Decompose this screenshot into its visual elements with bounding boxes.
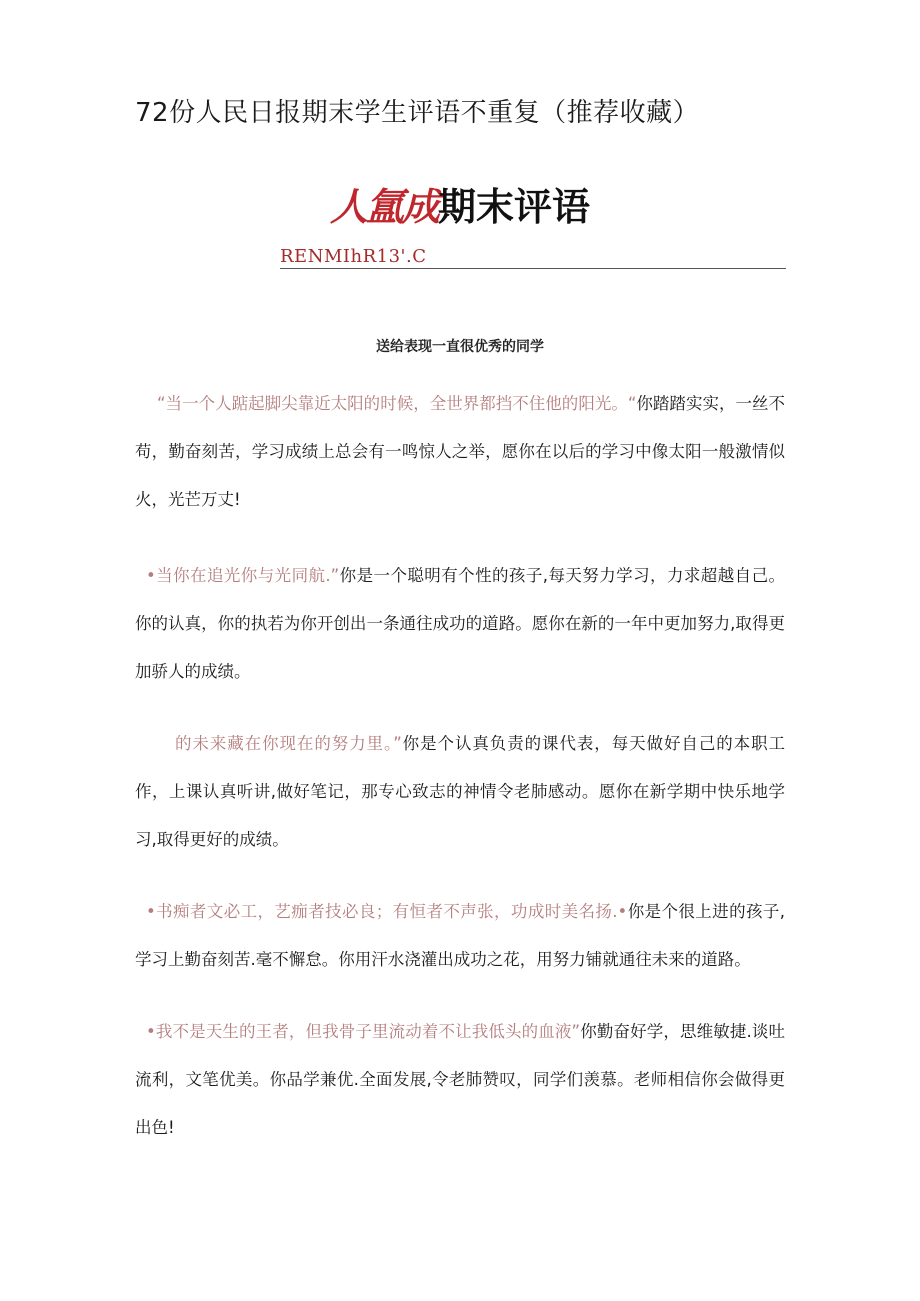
section-heading: 送给表现一直很优秀的同学 (376, 339, 544, 355)
document-title: 72份人民日报期末学生评语不重复（推荐收藏） (135, 98, 700, 128)
logo-suffix: 期末评语 (438, 185, 591, 229)
logo-subtitle: RENMIhR13'.C (280, 246, 427, 267)
comment-quote: 的未来藏在你现在的努力里。” (175, 734, 402, 753)
comment-quote: •当你在追光你与光同航.” (146, 566, 340, 585)
logo-divider (280, 268, 786, 269)
comment-text: 你是个很上进的孩子,学习上勤奋刻苦.毫不懈怠。你用汗水浇灌出成功之花，用努力铺就通往未来的道路。 (135, 902, 785, 969)
comment-text: 你是一个聪明有个性的孩子,每天努力学习，力求超越自己。你的认真，你的执若为你开创出一条通往成功的道路。愿你在新的一年中更加努力,取得更加骄人的成绩。 (135, 566, 786, 681)
comment-paragraph (135, 1008, 785, 1152)
logo-brand: 人氲成 (330, 185, 439, 229)
comment-text: 你是个认真负责的课代表，每天做好自己的本职工作，上课认真听讲,做好笔记，那专心致志的神情令老肺感动。愿你在新学期中快乐地学习,取得更好的成绩。 (135, 734, 785, 849)
logo (330, 185, 591, 229)
comment-paragraph (135, 888, 785, 984)
comment-quote: •我不是天生的王者，但我骨子里流动着不让我低头的血液” (146, 1022, 581, 1041)
comment-paragraph (135, 720, 785, 864)
comment-text: 你勤奋好学，思维敏捷.谈吐流利，文笔优美。你品学兼优.全面发展,令老肺赞叹，同学们羡慕。老师相信你会做得更出色! (135, 1022, 785, 1137)
comment-paragraph (135, 552, 785, 696)
comment-quote: “当一个人踮起脚尖靠近太阳的时候，全世界都挡不住他的阳光。“ (157, 394, 637, 413)
comment-quote: •书痴者文必工，艺痂者技必良；有恒者不声张，功成时美名扬.• (146, 902, 628, 921)
comment-paragraph (135, 380, 785, 524)
comment-text: 你踏踏实实，一丝不苟，勤奋刻苦，学习成绩上总会有一鸣惊人之举，愿你在以后的学习中像太阳一般激情似火，光芒万丈! (135, 394, 785, 509)
